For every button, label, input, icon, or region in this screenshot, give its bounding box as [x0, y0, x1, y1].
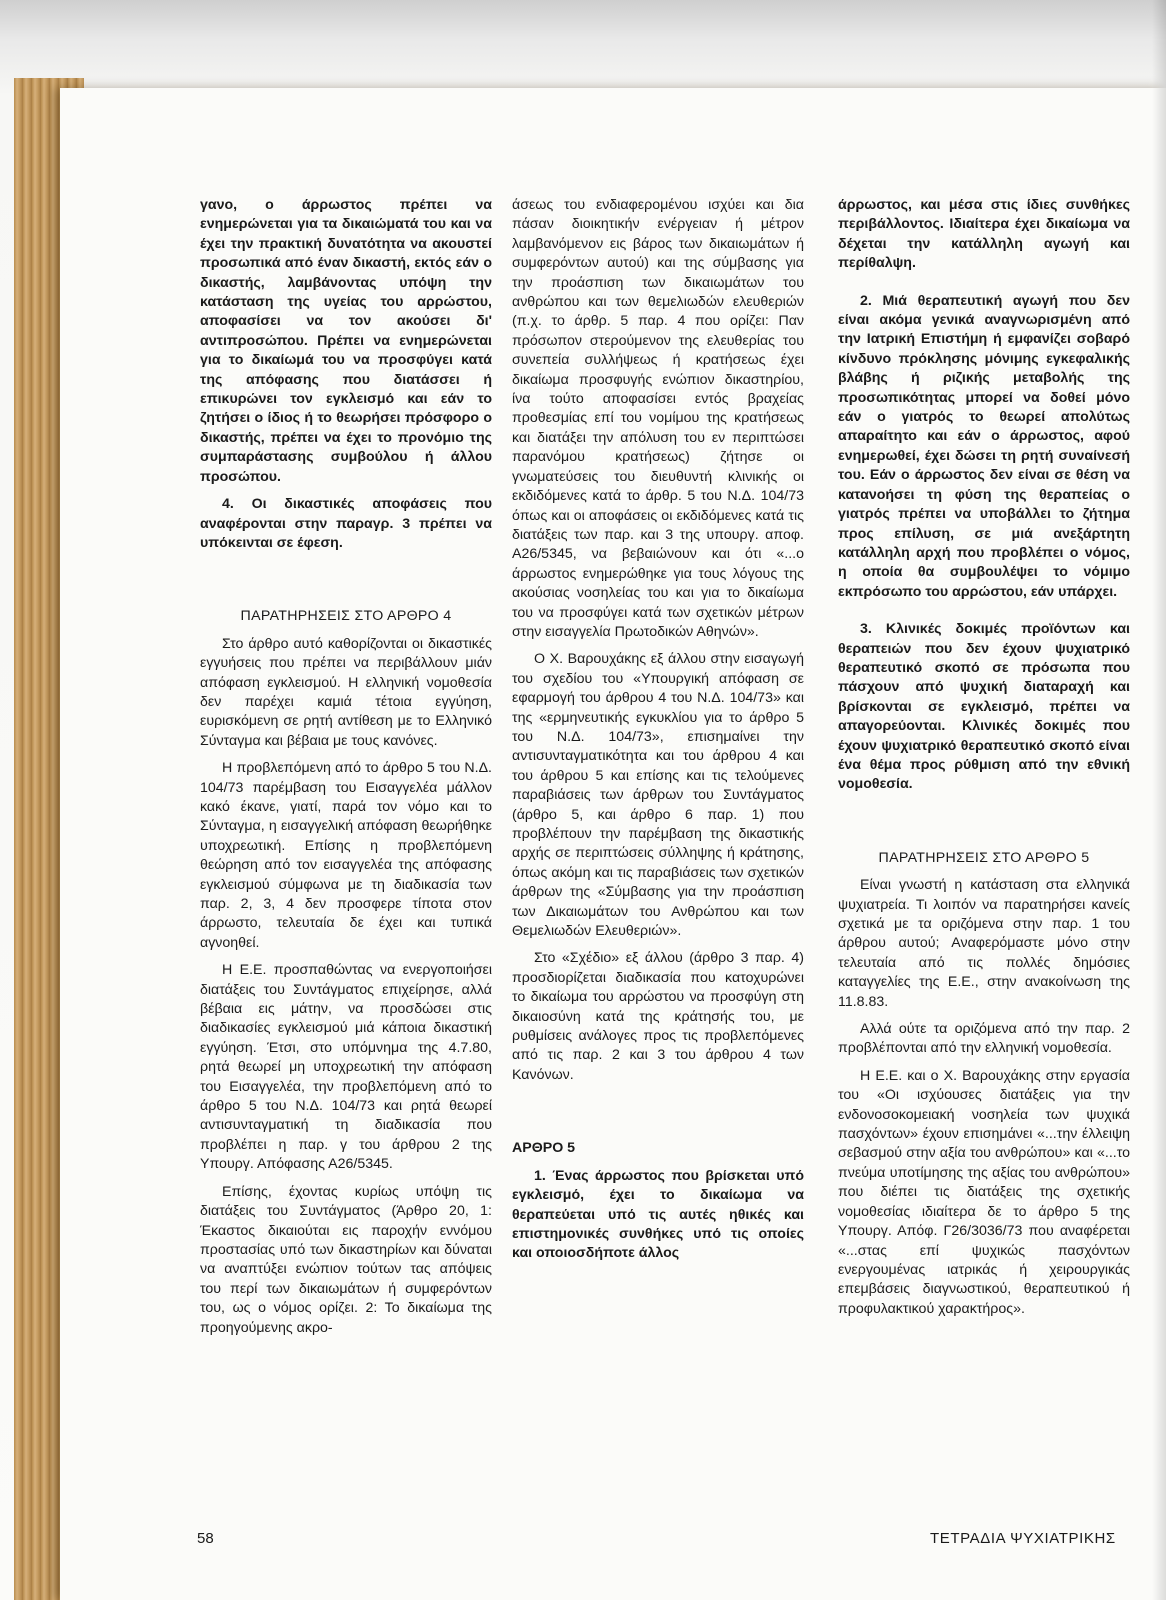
article-heading: ΑΡΘΡΟ 5 — [512, 1140, 576, 1157]
paragraph: 3. Κλινικές δοκιμές προϊόντων και θεραπειών που δεν έχουν ψυχιατρικό θεραπευτικό σκοπό σε πρόσωπα που πάσχουν από ψυχική διαταραχή και βρίσκονται σε εγκλεισμό, πρέπει να απαγορεύονται. Κλινικές δοκιμές που έχουν ψυχιατρικό θεραπευτικό σκοπό είναι ένα θέμα προς ρύθμιση από την εθνική νομοθεσία. — [838, 621, 1130, 793]
paragraph: Η Ε.Ε. προσπαθώντας να ενεργοποιήσει διατάξεις του Συντάγματος επιχείρησε, αλλά βέβαια εις μάτην, να προσδώσει στις διαδικασίες εγκλεισμού μιά κάποια δικαστική εγγύηση. Έτσι, στο υπόμνημα της 4.7.80, ρητά θεωρεί μη υποχρεωτική την απόφαση του Εισαγγελέα, την προβλεπόμενη από το άρθρο 5 του Ν.Δ. 104/73 και ρητά θεωρεί αντισυνταγματική τη διαδικασία που προβλέπει η παρ. γ του άρθρου 2 της Υπουργ. Απόφασης Α26/5345. — [200, 962, 492, 1173]
paragraph: Στο «Σχέδιο» εξ άλλου (άρθρο 3 παρ. 4) προσδιορίζεται διαδικασία που κατοχυρώνει το δικαίωμα του αρρώστου να προσφύγη στη δικαιοσύνη κατά της κράτησής του, με ρυθμίσεις ανάλογες προς τις προβλεπόμενες από τις παρ. 2 και 3 του άρθρου 4 των Κανόνων. — [512, 950, 804, 1083]
paragraph: Στο άρθρο αυτό καθορίζονται οι δικαστικές εγγυήσεις που πρέπει να περιβάλλουν μιάν απόφαση εγκλεισμού. Η ελληνική νομοθεσία δεν παρέχει καμιά τέτοια εγγύηση, ευρισκόμενη σε ρητή αντίθεση με το Ελληνικό Σύνταγμα και βέβαια με τους κανόνες. — [200, 635, 492, 749]
paragraph: Ο Χ. Βαρουχάκης εξ άλλου στην εισαγωγή του σχεδίου του «Υπουργική απόφαση σε εφαρμογή του άρθρου 4 του Ν.Δ. 104/73» και της «ερμηνευτικής εγκυκλίου για το άρθρο 5 του Ν.Δ. 104/73», επισημαίνει την αντισυνταγματικότητα και του άρθρου 4 και του άρθρου 5 και επίσης και τις τελούμενες παραβιάσεις των άρθρων του Συντάγματος (άρθρο 5, και άρθρο 6 παρ. 1) που προβλέπουν την παρέμβαση της δικαστικής αρχής σε περιπτώσεις σύλληψης ή κράτησης, όπως ακόμη και τις παραβιάσεις των σχετικών άρθρων της «Σύμβασης για την προάσπιση των Δικαιωμάτων του Ανθρώπου και των Θεμελιωδών Ελευθεριών». — [512, 651, 804, 940]
paragraph: Αλλά ούτε τα οριζόμενα από την παρ. 2 προβλέπονται από την ελληνική νομοθεσία. — [838, 1021, 1130, 1057]
paragraph: γανο, ο άρρωστος πρέπει να ενημερώνεται για τα δικαιώματά του και να έχει την πρακτική δυνατότητα να ακουστεί προσωπικά από έναν δικαστή, εκτός εάν ο δικαστής, λαμβάνοντας υπόψη την κατάσταση της υγείας του αρρώστου, αποφασίσει να τον ακούσει δι' αντιπροσώπου. Πρέπει να ενημερώνεται για το δικαίωμά του να προσφύγει κατά της απόφασης που διατάσσει ή επικυρώνει τον εγκλεισμό και εάν το ζητήσει ο ίδιος ή το θεωρήσει πρόσφορο ο δικαστής, πρέπει να έχει το προνόμιο της συμπαράστασης συμβούλου ή άλλου προσώπου. — [200, 197, 492, 485]
text-column-3 — [838, 196, 1130, 1319]
paragraph: Η προβλεπόμενη από το άρθρο 5 του Ν.Δ. 104/73 παρέμβαση του Εισαγγελέα μάλλον κακό έκανε, γιατί, παρά τον νόμο και το Σύνταγμα, η εισαγγελική απόφαση θεωρήθηκε υποχρεωτική. Επίσης η προβλεπόμενη θεώρηση από τον εισαγγελέα της απόφασης εγκλεισμού σύμφωνα με τη διαδικασία των παρ. 2, 3, 4 δεν προσφερε τίποτα στον άρρωστο, τελευταία δε έχει και τυπικά αγνοηθεί. — [200, 760, 492, 951]
paragraph: 1. Ένας άρρωστος που βρίσκεται υπό εγκλεισμό, έχει το δικαίωμα να θεραπεύεται υπό τις αυτές ηθικές και επιστημονικές συνθήκες υπό τις οποίες και οποιοσδήποτε άλλος — [512, 1167, 804, 1262]
paragraph: άσεως του ενδιαφερομένου ισχύει και δια πάσαν διοικητικήν ενέργειαν ή μέτρον λαμβανόμενον εις βάρος των δικαιωμάτων ή συμφερόντων αυτού) και της σύμβασης για την προάσπιση των δικαιωμάτων του ανθρώπου και των θεμελιωδών ελευθεριών (π.χ. το άρθρ. 5 παρ. 4 που ορίζει: Παν πρόσωπον στερούμενον της ελευθερίας του συνεπεία συλλήψεως ή κρατήσεως έχει δικαίωμα προσφυγής ενώπιον δικαστηρίου, ίνα τούτο αποφασίσει εντός βραχείας προθεσμίας επί του νομίμου της κρατήσεως και διατάξει την απόλυση του εν περιπτώσει παρανόμου κρατήσεως) ζήτησε οι γνωματεύσεις του διευθυντή κλινικής οι εκδιδόμενες κατά το άρθρ. 5 του Ν.Δ. 104/73 όπως και οι αποφάσεις οι εκδιδόμενες κατά τις διατάξεις των παρ. και 3 της υπουργ. αποφ. Α26/5345, να βεβαιώνουν και ότι «...ο άρρωστος ενημερώθηκε για τους λόγους της ακούσιας νοσηλείας του και για το δικαίωμα του να προσφύγει κατά των σχετικών μέτρων στην εισαγγελία Πρωτοδικών Αθηνών». — [512, 197, 804, 640]
paragraph: Η Ε.Ε. και ο Χ. Βαρουχάκης στην εργασία του «Οι ισχύουσες διατάξεις για την ενδονοσοκομειακή νοσηλεία των ψυχικά πασχόντων» έχουν επισημάνει «...την έλλειψη σεβασμού στην αξία του ανθρώπου» και «...το πνεύμα υποτίμησης της αξίας του ανθρώπου» που διέπει τις διατάξεις της σχετικής νομοθεσίας ιδιαίτερα δε το άρθρο 5 της Υπουργ. Απόφ. Γ26/3036/73 που αναφέρεται «...στας επί ψυχικώς πασχόντων ενεργουμένας ιατρικάς ή χειρουργικάς επεμβάσεις διαγνωστικού, θεραπευτικού ή προφυλακτικού χαρακτήρος». — [838, 1067, 1130, 1317]
paragraph: Είναι γνωστή η κατάσταση στα ελληνικά ψυχιατρεία. Τι λοιπόν να παρατηρήσει κανείς σχετικά με τα οριζόμενα στην παρ. 1 του άρθρου αυτού; Αναφερόμαστε μόνο στην τελευταία από τις πολλές δημόσιες καταγγελίες της Ε.Ε., στην ανακοίνωση της 11.8.83. — [838, 877, 1130, 1010]
page-number: 58 — [197, 1530, 214, 1547]
text-column-1 — [200, 196, 492, 1338]
journal-title: ΤΕΤΡΑΔΙΑ ΨΥΧΙΑΤΡΙΚΗΣ — [930, 1530, 1116, 1547]
text-column-2 — [512, 196, 804, 1264]
paragraph: Επίσης, έχοντας κυρίως υπόψη τις διατάξεις του Συντάγματος (Άρθρο 20, 1: Έκαστος δικαιούται εις παροχήν εννόμου προστασίας υπό των δικαστηρίων και δύναται να αναπτύξει ενώπιον τούτων τας απόψεις του περί των δικαιωμάτων ή συμφερόντων του, ως ο νόμος ορίζει. 2: Το δικαίωμα της προηγούμενης ακρο- — [200, 1183, 492, 1336]
paragraph: 4. Οι δικαστικές αποφάσεις που αναφέρονται στην παραγρ. 3 πρέπει να υπόκεινται σε έφεση. — [200, 496, 492, 551]
paragraph: 2. Μιά θεραπευτική αγωγή που δεν είναι ακόμα γενικά αναγνωρισμένη από την Ιατρική Επιστήμη ή εμφανίζει σοβαρό κίνδυνο πρόκλησης μόνιμης εγκεφαλικής βλάβης ή ριζικής μεταβολής της προσωπικότητας μπορεί να δοθεί μόνο εάν ο γιατρός το θεωρεί απολύτως απαραίτητο και εάν ο άρρωστος, αφού ενημερωθεί, έχει δώσει τη ρητή συναίνεσή του. Εάν ο άρρωστος δεν είναι σε θέση να κατανοήσει τη φύση της θεραπείας ο γιατρός πρέπει να υποβάλλει το ζήτημα προς επίλυση, σε μιά ανεξάρτητη κατάλληλη αρχή που προβλέπει ο νόμος, η οποία θα συμβουλέψει το νόμιμο εκπρόσωπο του αρρώστου, εάν υπάρχει. — [838, 292, 1130, 600]
paragraph: άρρωστος, και μέσα στις ίδιες συνθήκες περιβάλλοντος. Ιδιαίτερα έχει δικαίωμα να δέχεται την κατάλληλη αγωγή και περίθαλψη. — [838, 197, 1130, 272]
page-shadow — [1152, 0, 1166, 1600]
section-heading: ΠΑΡΑΤΗΡΗΣΕΙΣ ΣΤΟ ΑΡΘΡΟ 4 — [240, 608, 452, 625]
section-heading: ΠΑΡΑΤΗΡΗΣΕΙΣ ΣΤΟ ΑΡΘΡΟ 5 — [878, 849, 1090, 866]
